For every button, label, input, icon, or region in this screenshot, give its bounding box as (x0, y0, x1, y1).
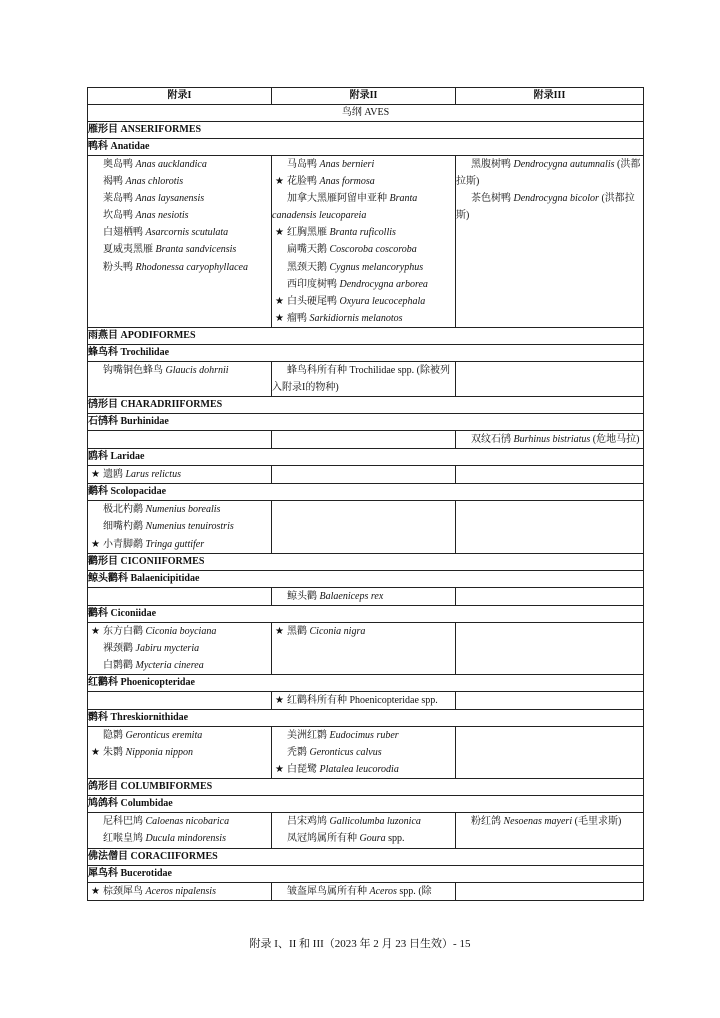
species-row (88, 587, 644, 605)
common-name: 扁嘴天鹅 (287, 244, 327, 256)
species-entry (456, 813, 643, 830)
common-name: 莱岛鸭 (103, 193, 133, 205)
common-name: 坎岛鸭 (103, 210, 133, 222)
species-entry (88, 241, 271, 258)
appendix-2-cell (272, 156, 456, 328)
species-entry (88, 362, 271, 379)
scientific-name: Eudocimus ruber (329, 730, 399, 742)
scientific-name: Geronticus calvus (309, 747, 382, 759)
species-entry (88, 207, 271, 224)
species-entry (88, 156, 271, 173)
scientific-name: Ciconia boyciana (145, 625, 217, 637)
common-name: 红鹳科所有种 (287, 694, 347, 706)
species-row (88, 622, 644, 674)
species-row (88, 156, 644, 328)
species-entry (272, 692, 455, 709)
scientific-name: Sarkidiornis melanotos (309, 312, 403, 324)
common-name: 加拿大黑雁阿留申亚种 (287, 193, 387, 205)
species-entry (272, 588, 455, 605)
appendix-2-cell (272, 361, 456, 396)
star-icon: ★ (275, 295, 284, 307)
appendix-2-cell (272, 587, 456, 605)
common-name: 东方白鹳 (103, 625, 143, 637)
star-icon: ★ (275, 764, 284, 776)
star-icon: ★ (91, 538, 100, 550)
common-name: 隐鹮 (103, 730, 123, 742)
star-icon: ★ (275, 625, 284, 637)
appendix-2-cell (272, 622, 456, 674)
appendix-1-cell (88, 156, 272, 328)
family-name: 鲸头鹳科 Balaenicipitidae (88, 570, 644, 587)
family-row (88, 449, 644, 466)
scientific-name: Numenius borealis (145, 504, 221, 516)
common-name: 蜂鸟科所有种 (287, 364, 347, 376)
common-name: 细嘴杓鹬 (103, 521, 143, 533)
species-entry (88, 744, 271, 761)
family-name: 红鹳科 Phoenicopteridae (88, 674, 644, 691)
range-note: (洪都拉斯) (456, 193, 635, 222)
appendix-3-cell (456, 501, 644, 553)
scientific-name: Anas nesiotis (135, 210, 189, 222)
appendix-3-cell (456, 156, 644, 328)
scientific-name: Geronticus eremita (125, 730, 203, 742)
family-row (88, 484, 644, 501)
common-name: 凤冠鸠属所有种 (287, 833, 357, 845)
header-appendix-1: 附录I (88, 88, 272, 105)
appendix-2-cell (272, 466, 456, 484)
species-entry (88, 173, 271, 190)
common-name: 吕宋鸡鸠 (287, 816, 327, 828)
family-name: 石鸻科 Burhinidae (88, 414, 644, 431)
order-row (88, 553, 644, 570)
scientific-name: Numenius tenuirostris (145, 521, 234, 533)
species-entry (88, 640, 271, 657)
species-entry (88, 536, 271, 553)
scientific-name: Jabiru mycteria (135, 642, 200, 654)
common-name: 红胸黑雁 (287, 227, 327, 239)
species-entry (456, 156, 643, 190)
common-name: 马岛鸭 (287, 159, 317, 170)
species-row (88, 882, 644, 900)
common-name: 鲸头鹳 (287, 590, 317, 602)
star-icon: ★ (91, 625, 100, 637)
scientific-name: Dendrocygna arborea (339, 278, 428, 290)
order-row (88, 327, 644, 344)
class-row (88, 105, 644, 122)
scientific-name: Aceros (369, 885, 397, 897)
common-name: 红喉皇鸠 (103, 833, 143, 845)
species-entry (88, 623, 271, 640)
appendix-1-cell (88, 587, 272, 605)
scientific-name: Ducula mindorensis (145, 833, 226, 845)
common-name: 白鹮鹳 (103, 659, 133, 671)
taxon-text: spp. (396, 885, 416, 897)
common-name: 奥岛鸭 (103, 159, 133, 170)
star-icon: ★ (91, 747, 100, 759)
common-name: 裸颈鹳 (103, 642, 133, 654)
species-entry (272, 761, 455, 778)
family-name: 鸭科 Anatidae (88, 139, 644, 156)
scientific-name: Goura (359, 833, 386, 845)
scientific-name: Anas chlorotis (125, 176, 184, 188)
family-name: 犀鸟科 Bucerotidae (88, 865, 644, 882)
scientific-name: Balaeniceps rex (319, 590, 384, 602)
range-note: (除被列入附录I的物种) (272, 364, 450, 394)
family-row (88, 796, 644, 813)
species-row (88, 813, 644, 848)
class-title: 鸟纲 AVES (88, 105, 644, 122)
appendix-3-cell (456, 727, 644, 779)
species-entry (272, 744, 455, 761)
scientific-name: Larus relictus (125, 469, 181, 481)
species-entry (456, 190, 643, 224)
appendix-3-cell (456, 813, 644, 848)
species-entry (88, 190, 271, 207)
scientific-name: Coscoroba coscoroba (329, 244, 417, 256)
range-note: (毛里求斯) (574, 816, 622, 828)
species-entry (88, 657, 271, 674)
appendix-1-cell (88, 466, 272, 484)
scientific-name: Asarcornis scutulata (145, 227, 229, 239)
scientific-name: Anas bernieri (319, 159, 375, 170)
species-row (88, 431, 644, 449)
species-entry (88, 224, 271, 241)
species-row (88, 501, 644, 553)
header-appendix-2: 附录II (272, 88, 456, 105)
family-row (88, 605, 644, 622)
appendix-3-cell (456, 587, 644, 605)
taxon-text: Phoenicopteridae spp. (349, 694, 438, 706)
scientific-name: Anas aucklandica (135, 159, 207, 170)
scientific-name: Caloenas nicobarica (145, 816, 230, 828)
appendix-2-cell (272, 501, 456, 553)
family-row (88, 674, 644, 691)
species-entry (88, 501, 271, 518)
common-name: 夏威夷黑雁 (103, 244, 153, 256)
species-entry (272, 623, 455, 640)
scientific-name: Tringa guttifer (145, 538, 205, 550)
species-entry (272, 173, 455, 190)
scientific-name: Branta sandvicensis (155, 244, 237, 256)
common-name: 褐鸭 (103, 176, 126, 188)
appendix-1-cell (88, 813, 272, 848)
species-entry (272, 727, 455, 744)
species-entry (272, 362, 455, 396)
species-entry (88, 883, 271, 900)
family-name: 鹮科 Threskiornithidae (88, 710, 644, 727)
appendix-2-cell (272, 431, 456, 449)
order-name: 雁形目 ANSERIFORMES (88, 122, 644, 139)
common-name: 茶色树鸭 (471, 193, 514, 205)
common-name: 瘤鸭 (287, 312, 307, 324)
common-name: 黑腹树鸭 (471, 159, 511, 170)
species-entry (272, 156, 455, 173)
common-name: 粉头鸭 (103, 261, 133, 273)
common-name: 秃鹮 (287, 747, 307, 759)
species-entry (88, 727, 271, 744)
table-header-row (88, 88, 644, 105)
order-row (88, 122, 644, 139)
common-name: 花脸鸭 (287, 176, 317, 188)
species-entry (272, 241, 455, 258)
species-entry (272, 830, 455, 847)
common-name: 白翅栖鸭 (103, 227, 143, 239)
common-name: 黑颈天鹅 (287, 261, 327, 273)
scientific-name: Rhodonessa caryophyllacea (135, 261, 248, 273)
species-row (88, 691, 644, 709)
species-entry (272, 259, 455, 276)
appendix-1-cell (88, 882, 272, 900)
scientific-name: Gallicolumba luzonica (329, 816, 421, 828)
scientific-name: Mycteria cinerea (135, 659, 204, 671)
scientific-name: Ciconia nigra (309, 625, 366, 637)
common-name: 西印度树鸭 (287, 278, 337, 290)
range-note: (洪都拉斯) (456, 159, 641, 188)
scientific-name: Cygnus melancoryphus (329, 261, 424, 273)
star-icon: ★ (275, 694, 284, 706)
appendix-1-cell (88, 431, 272, 449)
species-entry (88, 466, 271, 483)
common-name: 皱盔犀鸟属所有种 (287, 885, 367, 897)
species-entry (88, 259, 271, 276)
common-name: 白琵鹭 (287, 764, 317, 776)
scientific-name: Dendrocygna autumnalis (513, 159, 615, 170)
order-row (88, 397, 644, 414)
scientific-name: Glaucis dohrnii (165, 364, 229, 376)
scientific-name: Branta ruficollis (329, 227, 396, 239)
appendix-2-cell (272, 813, 456, 848)
common-name: 双纹石鸻 (471, 434, 511, 446)
family-row (88, 710, 644, 727)
appendix-1-cell (88, 361, 272, 396)
order-row (88, 848, 644, 865)
range-note: (除 (418, 885, 432, 897)
family-name: 鸠鸽科 Columbidae (88, 796, 644, 813)
species-entry (272, 276, 455, 293)
family-name: 蜂鸟科 Trochilidae (88, 344, 644, 361)
appendix-3-cell (456, 466, 644, 484)
common-name: 遗鸥 (103, 469, 123, 481)
page-footer: 附录 I、II 和 III（2023 年 2 月 23 日生效）- 15 (249, 938, 471, 950)
order-name: 鹳形目 CICONIIFORMES (88, 553, 644, 570)
common-name: 粉红鸽 (471, 816, 501, 828)
species-row (88, 727, 644, 779)
common-name: 小青脚鹬 (103, 538, 143, 550)
species-entry (272, 224, 455, 241)
order-name: 佛法僧目 CORACIIFORMES (88, 848, 644, 865)
appendix-1-cell (88, 501, 272, 553)
taxon-text: spp. (385, 833, 405, 845)
star-icon: ★ (91, 469, 100, 481)
common-name: 尼科巴鸠 (103, 816, 143, 828)
species-entry (456, 431, 643, 448)
common-name: 钩嘴铜色蜂鸟 (103, 364, 163, 376)
star-icon: ★ (275, 176, 284, 188)
appendix-1-cell (88, 691, 272, 709)
species-entry (272, 813, 455, 830)
common-name: 极北杓鹬 (103, 504, 143, 516)
family-row (88, 570, 644, 587)
species-entry (272, 190, 455, 224)
family-row (88, 344, 644, 361)
common-name: 黑鹳 (287, 625, 307, 637)
taxon-text: Trochilidae spp. (349, 364, 415, 376)
common-name: 美洲红鹮 (287, 730, 327, 742)
common-name: 朱鹮 (103, 747, 123, 759)
appendix-2-cell (272, 691, 456, 709)
common-name: 白头硬尾鸭 (287, 295, 337, 307)
order-name: 鸻形目 CHARADRIIFORMES (88, 397, 644, 414)
star-icon: ★ (91, 885, 100, 897)
scientific-name: Nesoenas mayeri (503, 816, 573, 828)
species-entry (272, 293, 455, 310)
appendix-1-cell (88, 622, 272, 674)
range-note: (危地马拉) (592, 434, 640, 446)
appendix-3-cell (456, 622, 644, 674)
order-name: 鸽形目 COLUMBIFORMES (88, 779, 644, 796)
header-appendix-3: 附录III (456, 88, 644, 105)
family-row (88, 139, 644, 156)
appendix-3-cell (456, 431, 644, 449)
scientific-name: Platalea leucorodia (319, 764, 399, 776)
appendix-2-cell (272, 882, 456, 900)
family-name: 鹳科 Ciconiidae (88, 605, 644, 622)
family-row (88, 865, 644, 882)
appendix-1-cell (88, 727, 272, 779)
star-icon: ★ (275, 312, 284, 324)
scientific-name: Aceros nipalensis (145, 885, 216, 897)
appendix-3-cell (456, 361, 644, 396)
scientific-name: Burhinus bistriatus (513, 434, 591, 446)
star-icon: ★ (275, 227, 284, 239)
scientific-name: Branta canadensis leucopareia (272, 193, 418, 222)
species-entry (88, 830, 271, 847)
scientific-name: Dendrocygna bicolor (513, 193, 599, 205)
family-name: 鹬科 Scolopacidae (88, 484, 644, 501)
scientific-name: Oxyura leucocephala (339, 295, 426, 307)
family-name: 鸥科 Laridae (88, 449, 644, 466)
scientific-name: Nipponia nippon (125, 747, 194, 759)
scientific-name: Anas laysanensis (135, 193, 205, 205)
order-row (88, 779, 644, 796)
appendix-3-cell (456, 691, 644, 709)
appendix-3-cell (456, 882, 644, 900)
family-row (88, 414, 644, 431)
species-row (88, 466, 644, 484)
species-row (88, 361, 644, 396)
appendix-table (87, 87, 644, 901)
species-entry (88, 813, 271, 830)
species-entry (88, 518, 271, 535)
species-entry (272, 310, 455, 327)
order-name: 雨燕目 APODIFORMES (88, 327, 644, 344)
common-name: 棕颈犀鸟 (103, 885, 143, 897)
scientific-name: Anas formosa (319, 176, 375, 188)
species-entry (272, 883, 455, 900)
appendix-2-cell (272, 727, 456, 779)
